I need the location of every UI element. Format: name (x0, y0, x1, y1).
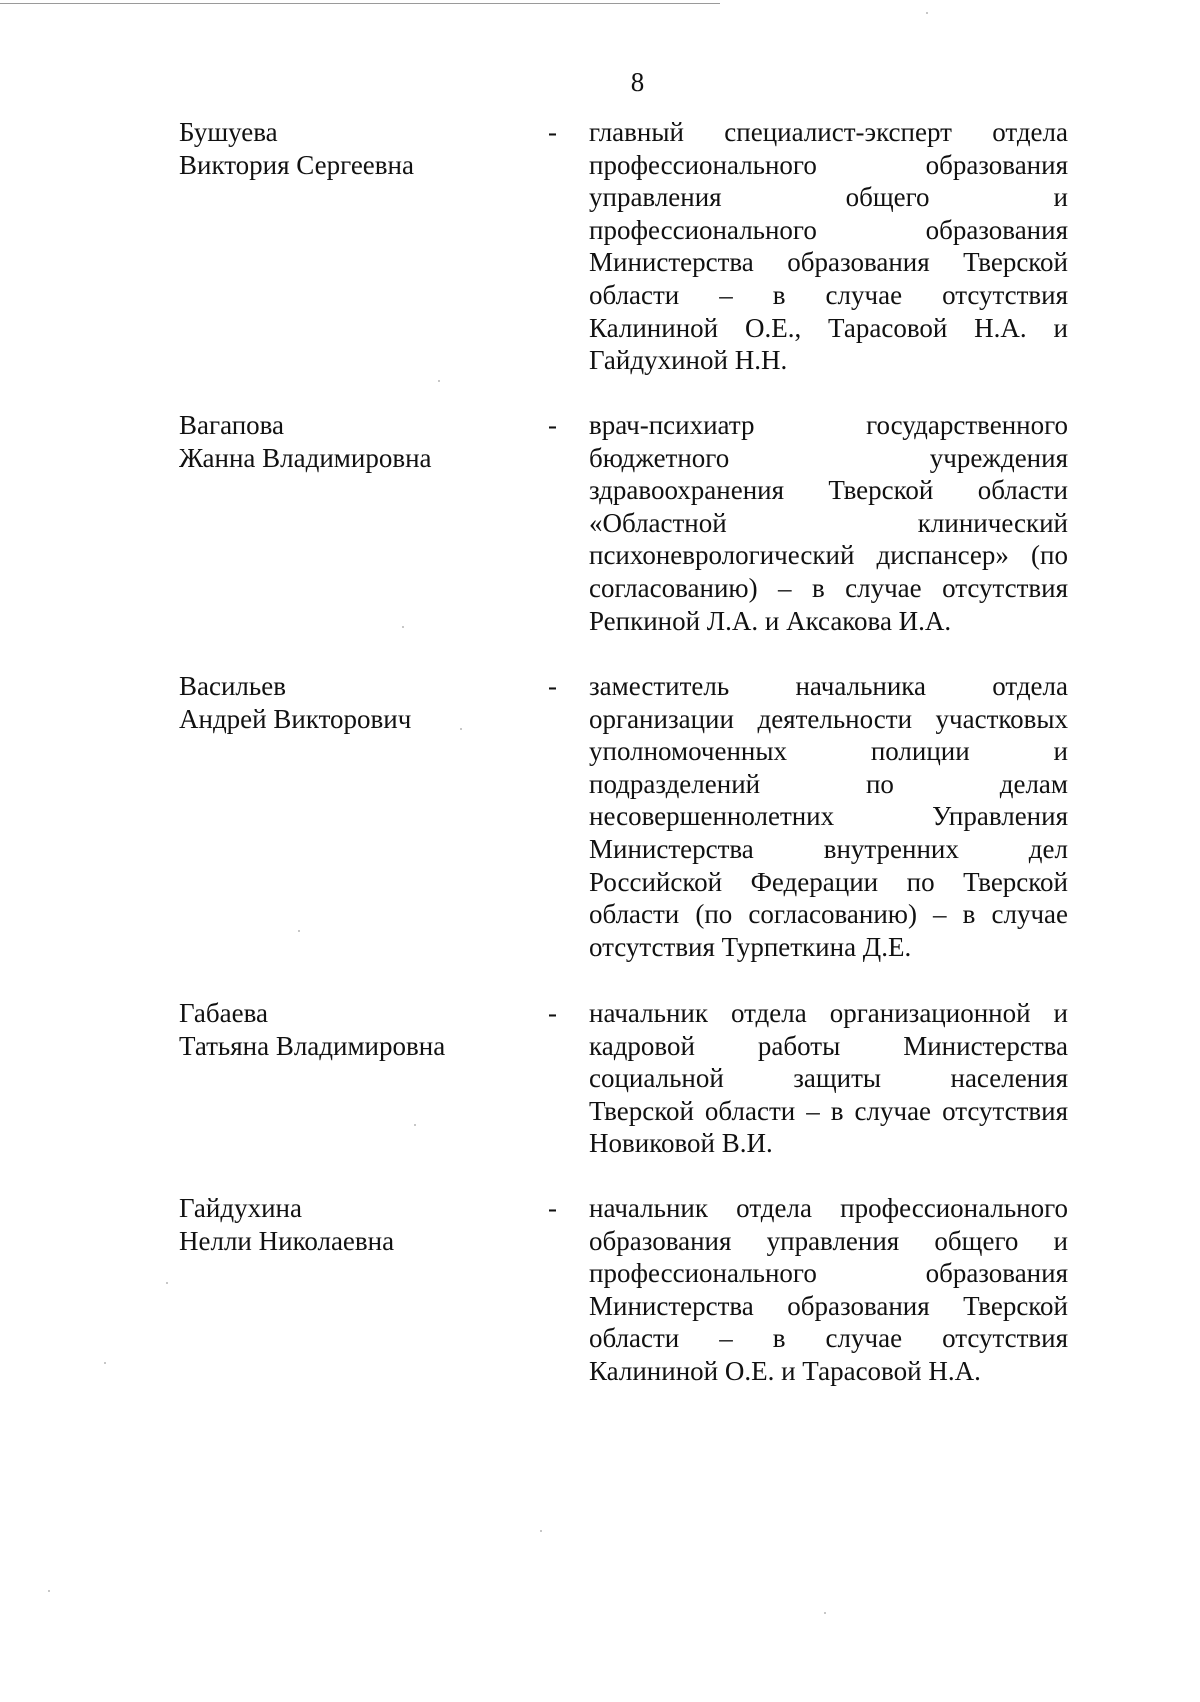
scan-speck (540, 1530, 542, 1532)
role-line: отсутствия Турпеткина Д.Е. (589, 931, 912, 962)
scan-speck (414, 1124, 416, 1126)
scan-speck (460, 728, 462, 730)
person-surname: Габаева (179, 998, 269, 1028)
page-number: 8 (630, 67, 645, 97)
role-line: подразделений по делам (589, 768, 1068, 799)
separator-dash: - (548, 410, 557, 440)
role-line: Калининой О.Е. и Тарасовой Н.А. (589, 1355, 981, 1386)
role-line: области – в случае отсутствия (589, 1323, 1068, 1354)
scan-speck (402, 626, 404, 628)
role-line: Министерства образования Тверской (589, 1290, 1068, 1321)
role-description (589, 409, 1068, 637)
role-line: профессионального образования (589, 1258, 1068, 1289)
role-line: социальной защиты населения (589, 1063, 1068, 1094)
role-line: начальник отдела организационной и (589, 998, 1068, 1028)
role-line: Тверской области – в случае отсутствия (589, 1095, 1068, 1126)
person-surname: Гайдухина (179, 1193, 302, 1223)
person-name (179, 116, 509, 181)
role-line: управления общего и (589, 182, 1068, 213)
role-line: здравоохранения Тверской области (589, 475, 1068, 506)
role-description (589, 670, 1068, 963)
person-name (179, 1192, 509, 1257)
person-surname: Васильев (179, 671, 286, 701)
role-description (589, 116, 1068, 377)
separator-dash: - (548, 671, 557, 701)
role-line: «Областной клинический (589, 507, 1068, 538)
scan-speck (438, 380, 440, 382)
role-line: профессионального образования (589, 149, 1068, 180)
role-line: согласованию) – в случае отсутствия (589, 572, 1068, 603)
scan-speck (48, 1590, 50, 1592)
role-line: врач-психиатр государственного (589, 410, 1068, 440)
role-line: Новиковой В.И. (589, 1128, 773, 1159)
separator-dash: - (548, 1193, 557, 1223)
scan-speck (166, 1282, 168, 1284)
role-line: несовершеннолетних Управления (589, 801, 1068, 832)
person-surname: Бушуева (179, 117, 278, 147)
role-line: главный специалист-эксперт отдела (589, 117, 1068, 147)
role-line: Калининой О.Е., Тарасовой Н.А. и (589, 312, 1068, 343)
person-given-names: Виктория Сергеевна (179, 149, 414, 180)
role-line: кадровой работы Министерства (589, 1030, 1068, 1061)
role-line: области (по согласованию) – в случае (589, 899, 1068, 930)
person-name (179, 409, 509, 474)
role-line: начальник отдела профессионального (589, 1193, 1068, 1223)
role-line: области – в случае отсутствия (589, 279, 1068, 310)
role-description (589, 997, 1068, 1160)
role-line: Российской Федерации по Тверской (589, 866, 1068, 897)
person-given-names: Андрей Викторович (179, 703, 412, 734)
role-line: Гайдухиной Н.Н. (589, 345, 788, 376)
person-name (179, 997, 509, 1062)
scan-speck (926, 12, 928, 14)
person-surname: Вагапова (179, 410, 285, 440)
separator-dash: - (548, 117, 557, 147)
role-line: бюджетного учреждения (589, 442, 1068, 473)
scan-speck (298, 930, 300, 932)
role-line: организации деятельности участковых (589, 703, 1068, 734)
person-given-names: Жанна Владимировна (179, 442, 432, 473)
role-line: уполномоченных полиции и (589, 736, 1068, 767)
role-line: профессионального образования (589, 214, 1068, 245)
separator-dash: - (548, 998, 557, 1028)
role-line: образования управления общего и (589, 1225, 1068, 1256)
scan-top-edge-line (0, 3, 720, 4)
person-given-names: Татьяна Владимировна (179, 1030, 446, 1061)
scan-speck (104, 1362, 106, 1364)
role-line: Министерства внутренних дел (589, 833, 1068, 864)
role-description (589, 1192, 1068, 1388)
person-name (179, 670, 509, 735)
person-given-names: Нелли Николаевна (179, 1225, 395, 1256)
role-line: заместитель начальника отдела (589, 671, 1068, 701)
scan-speck (824, 1612, 826, 1614)
role-line: Министерства образования Тверской (589, 247, 1068, 278)
role-line: Репкиной Л.А. и Аксакова И.А. (589, 605, 952, 636)
role-line: психоневрологический диспансер» (по (589, 540, 1068, 571)
